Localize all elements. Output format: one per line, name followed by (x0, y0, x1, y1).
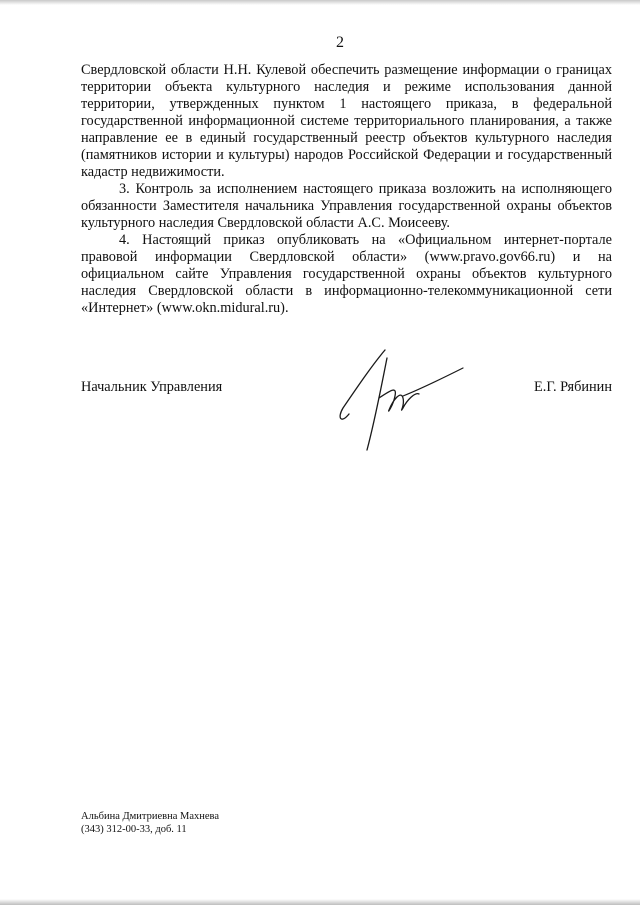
handwritten-signature (333, 348, 473, 453)
executor-phone: (343) 312-00-33, доб. 11 (81, 824, 187, 835)
signature-block (81, 373, 612, 463)
scan-edge-bottom (0, 899, 640, 905)
signer-name: Е.Г. Рябинин (534, 379, 612, 395)
signer-position: Начальник Управления (81, 379, 223, 395)
scan-edge-top (0, 0, 640, 5)
body-text (81, 62, 612, 317)
executor-info (81, 810, 219, 836)
paragraph-item-4: 4. Настоящий приказ опубликовать на «Официальном интернет-портале правовой информации Свердловской области» (www.pravo.gov66.ru) и на официальном сайте Управления государственной охраны объектов культурного наследия Свердловской области в информационно-телекоммуникационной сети «Интернет» (www.okn.midural.ru). (81, 232, 612, 316)
page-number: 2 (336, 34, 344, 51)
paragraph-continuation: Свердловской области Н.Н. Кулевой обеспечить размещение информации о границах территории объекта культурного наследия и режиме использования данной территории, утвержденных пунктом 1 настоящего приказа, в федеральной государственной информационной системе территориального планирования, а также направление ее в единый государственный реестр объектов культурного наследия (памятников истории и культуры) народов Российской Федерации и государственный кадастр недвижимости. (81, 62, 612, 180)
executor-name: Альбина Дмитриевна Махнева (81, 811, 220, 822)
paragraph-item-3: 3. Контроль за исполнением настоящего приказа возложить на исполняющего обязанности Заместителя начальника Управления государственной охраны объектов культурного наследия Свердловской области А.С. Моисееву. (81, 181, 612, 231)
